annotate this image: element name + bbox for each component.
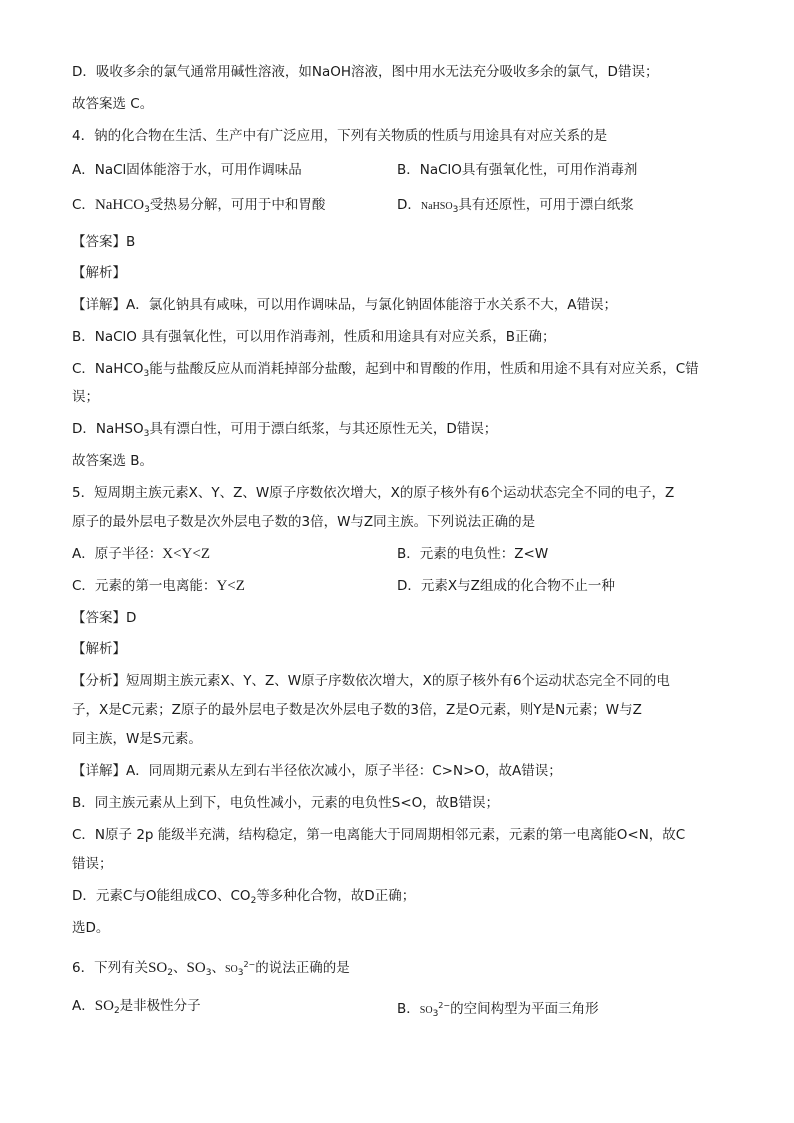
- q4-detail-c-cont: 误；: [72, 389, 99, 405]
- separator: 、: [211, 960, 225, 976]
- option-prefix: B．: [397, 1001, 420, 1017]
- q4-analysis-heading: 【解析】: [72, 265, 126, 281]
- subscript: 3: [452, 205, 459, 215]
- superscript: 2−: [243, 960, 256, 969]
- subscript: 2: [113, 1006, 120, 1016]
- subscript: 2: [250, 896, 257, 906]
- q5-detail-c-cont: 错误；: [72, 856, 113, 872]
- text-line: 故答案选 C。: [72, 96, 154, 112]
- question-5-stem-cont: 原子的最外层电子数是次外层电子数的3倍，W与Z同主族。下列说法正确的是: [72, 514, 536, 530]
- q5-analysis-2: 子，X是C元素；Z原子的最外层电子数是次外层电子数的3倍，Z是O元素，则Y是N元素；W与Z: [72, 702, 642, 718]
- q4-conclusion: 故答案选 B。: [72, 453, 154, 469]
- text-span: 的说法正确的是: [255, 960, 350, 976]
- q4-option-d: [397, 195, 634, 220]
- q4-option-a: A．NaCl固体能溶于水，可用作调味品: [72, 162, 302, 178]
- q6-option-b: [397, 996, 599, 1024]
- question-5-stem: 5．短周期主族元素X、Y、Z、W原子序数依次增大，X的原子核外有6个运动状态完全不同的电子，Z: [72, 485, 675, 501]
- option-prefix: D．: [397, 197, 421, 213]
- q5-analysis-1: 【分析】短周期主族元素X、Y、Z、W原子序数依次增大，X的原子核外有6个运动状态完全不同的电: [72, 673, 670, 689]
- q4-answer: 【答案】B: [72, 234, 136, 250]
- chem-formula: SO: [224, 964, 238, 975]
- q4-detail-d: [72, 419, 497, 444]
- q5-option-a: [72, 544, 210, 564]
- option-text: 具有还原性，可用于漂白纸浆: [458, 197, 634, 213]
- subscript: 2: [167, 968, 174, 978]
- q5-analysis-heading: 【解析】: [72, 641, 126, 657]
- chem-formula: NaHCO: [94, 197, 145, 213]
- text-span: 具有漂白性，可用于漂白纸浆，与其还原性无关，D错误；: [149, 421, 498, 437]
- q5-detail-b: B．同主族元素从上到下，电负性减小，元素的电负性S<O，故B错误；: [72, 795, 500, 811]
- formula: X<Y<Z: [162, 546, 210, 562]
- q4-detail-a: 【详解】A．氯化钠具有咸味，可以用作调味品，与氯化钠固体能溶于水关系不大，A错误；: [72, 297, 617, 313]
- q5-answer: 【答案】D: [72, 610, 137, 626]
- separator: 、: [173, 960, 187, 976]
- q6-option-a: [72, 996, 201, 1021]
- superscript: 2−: [438, 1001, 451, 1010]
- q4-option-c: [72, 195, 325, 220]
- chem-formula: SO: [94, 998, 114, 1014]
- option-prefix: A．: [72, 998, 95, 1014]
- q5-detail-c: C．N原子 2p 能级半充满，结构稳定，第一电离能大于同周期相邻元素，元素的第一电离能O<N，故C: [72, 827, 686, 843]
- q5-option-c: [72, 576, 245, 596]
- q4-detail-b: B．NaClO 具有强氧化性，可以用作消毒剂，性质和用途具有对应关系，B正确；: [72, 329, 556, 345]
- text-span: D．元素C与O能组成CO、CO: [72, 888, 251, 904]
- option-prefix: C．元素的第一电离能：: [72, 578, 217, 594]
- chem-formula: SO: [186, 960, 206, 976]
- q5-detail-a: 【详解】A．同周期元素从左到右半径依次减小，原子半径：C>N>O，故A错误；: [72, 763, 562, 779]
- q5-option-b: B．元素的电负性：Z<W: [397, 546, 549, 562]
- question-6-stem: [72, 955, 350, 983]
- subscript: 3: [237, 968, 244, 978]
- text-span: 能与盐酸反应从而消耗掉部分盐酸，起到中和胃酸的作用，性质和用途不具有对应关系，C错: [149, 361, 699, 377]
- option-prefix: C．: [72, 197, 95, 213]
- text-span: 等多种化合物，故D正确；: [256, 888, 416, 904]
- subscript: 3: [432, 1009, 439, 1019]
- text-line: D．吸收多余的氯气通常用碱性溶液，如NaOH溶液，图中用水无法充分吸收多余的氯气，D错误；: [72, 64, 659, 80]
- option-prefix: A．原子半径：: [72, 546, 163, 562]
- q5-detail-d: [72, 886, 415, 911]
- chem-formula: SO: [419, 1005, 433, 1016]
- option-text: 受热易分解，可用于中和胃酸: [149, 197, 326, 213]
- text-span: 6．下列有关: [72, 960, 149, 976]
- option-text: 是非极性分子: [119, 998, 201, 1014]
- q5-conclusion: 选D。: [72, 920, 110, 936]
- question-4-stem: 4．钠的化合物在生活、生产中有广泛应用，下列有关物质的性质与用途具有对应关系的是: [72, 128, 608, 144]
- q4-detail-c: [72, 359, 699, 384]
- text-span: D．NaHSO: [72, 421, 144, 437]
- q5-analysis-3: 同主族，W是S元素。: [72, 731, 202, 747]
- subscript: 3: [205, 968, 212, 978]
- q5-option-d: D．元素X与Z组成的化合物不止一种: [397, 578, 615, 594]
- text-span: C．NaHCO: [72, 361, 144, 377]
- q4-option-b: B．NaClO具有强氧化性，可用作消毒剂: [397, 162, 638, 178]
- subscript: 3: [143, 429, 150, 439]
- chem-formula: NaHSO: [420, 201, 453, 212]
- formula: Y<Z: [216, 578, 245, 594]
- chem-formula: SO: [148, 960, 168, 976]
- subscript: 3: [143, 369, 150, 379]
- option-text: 的空间构型为平面三角形: [450, 1001, 599, 1017]
- subscript: 3: [144, 205, 150, 215]
